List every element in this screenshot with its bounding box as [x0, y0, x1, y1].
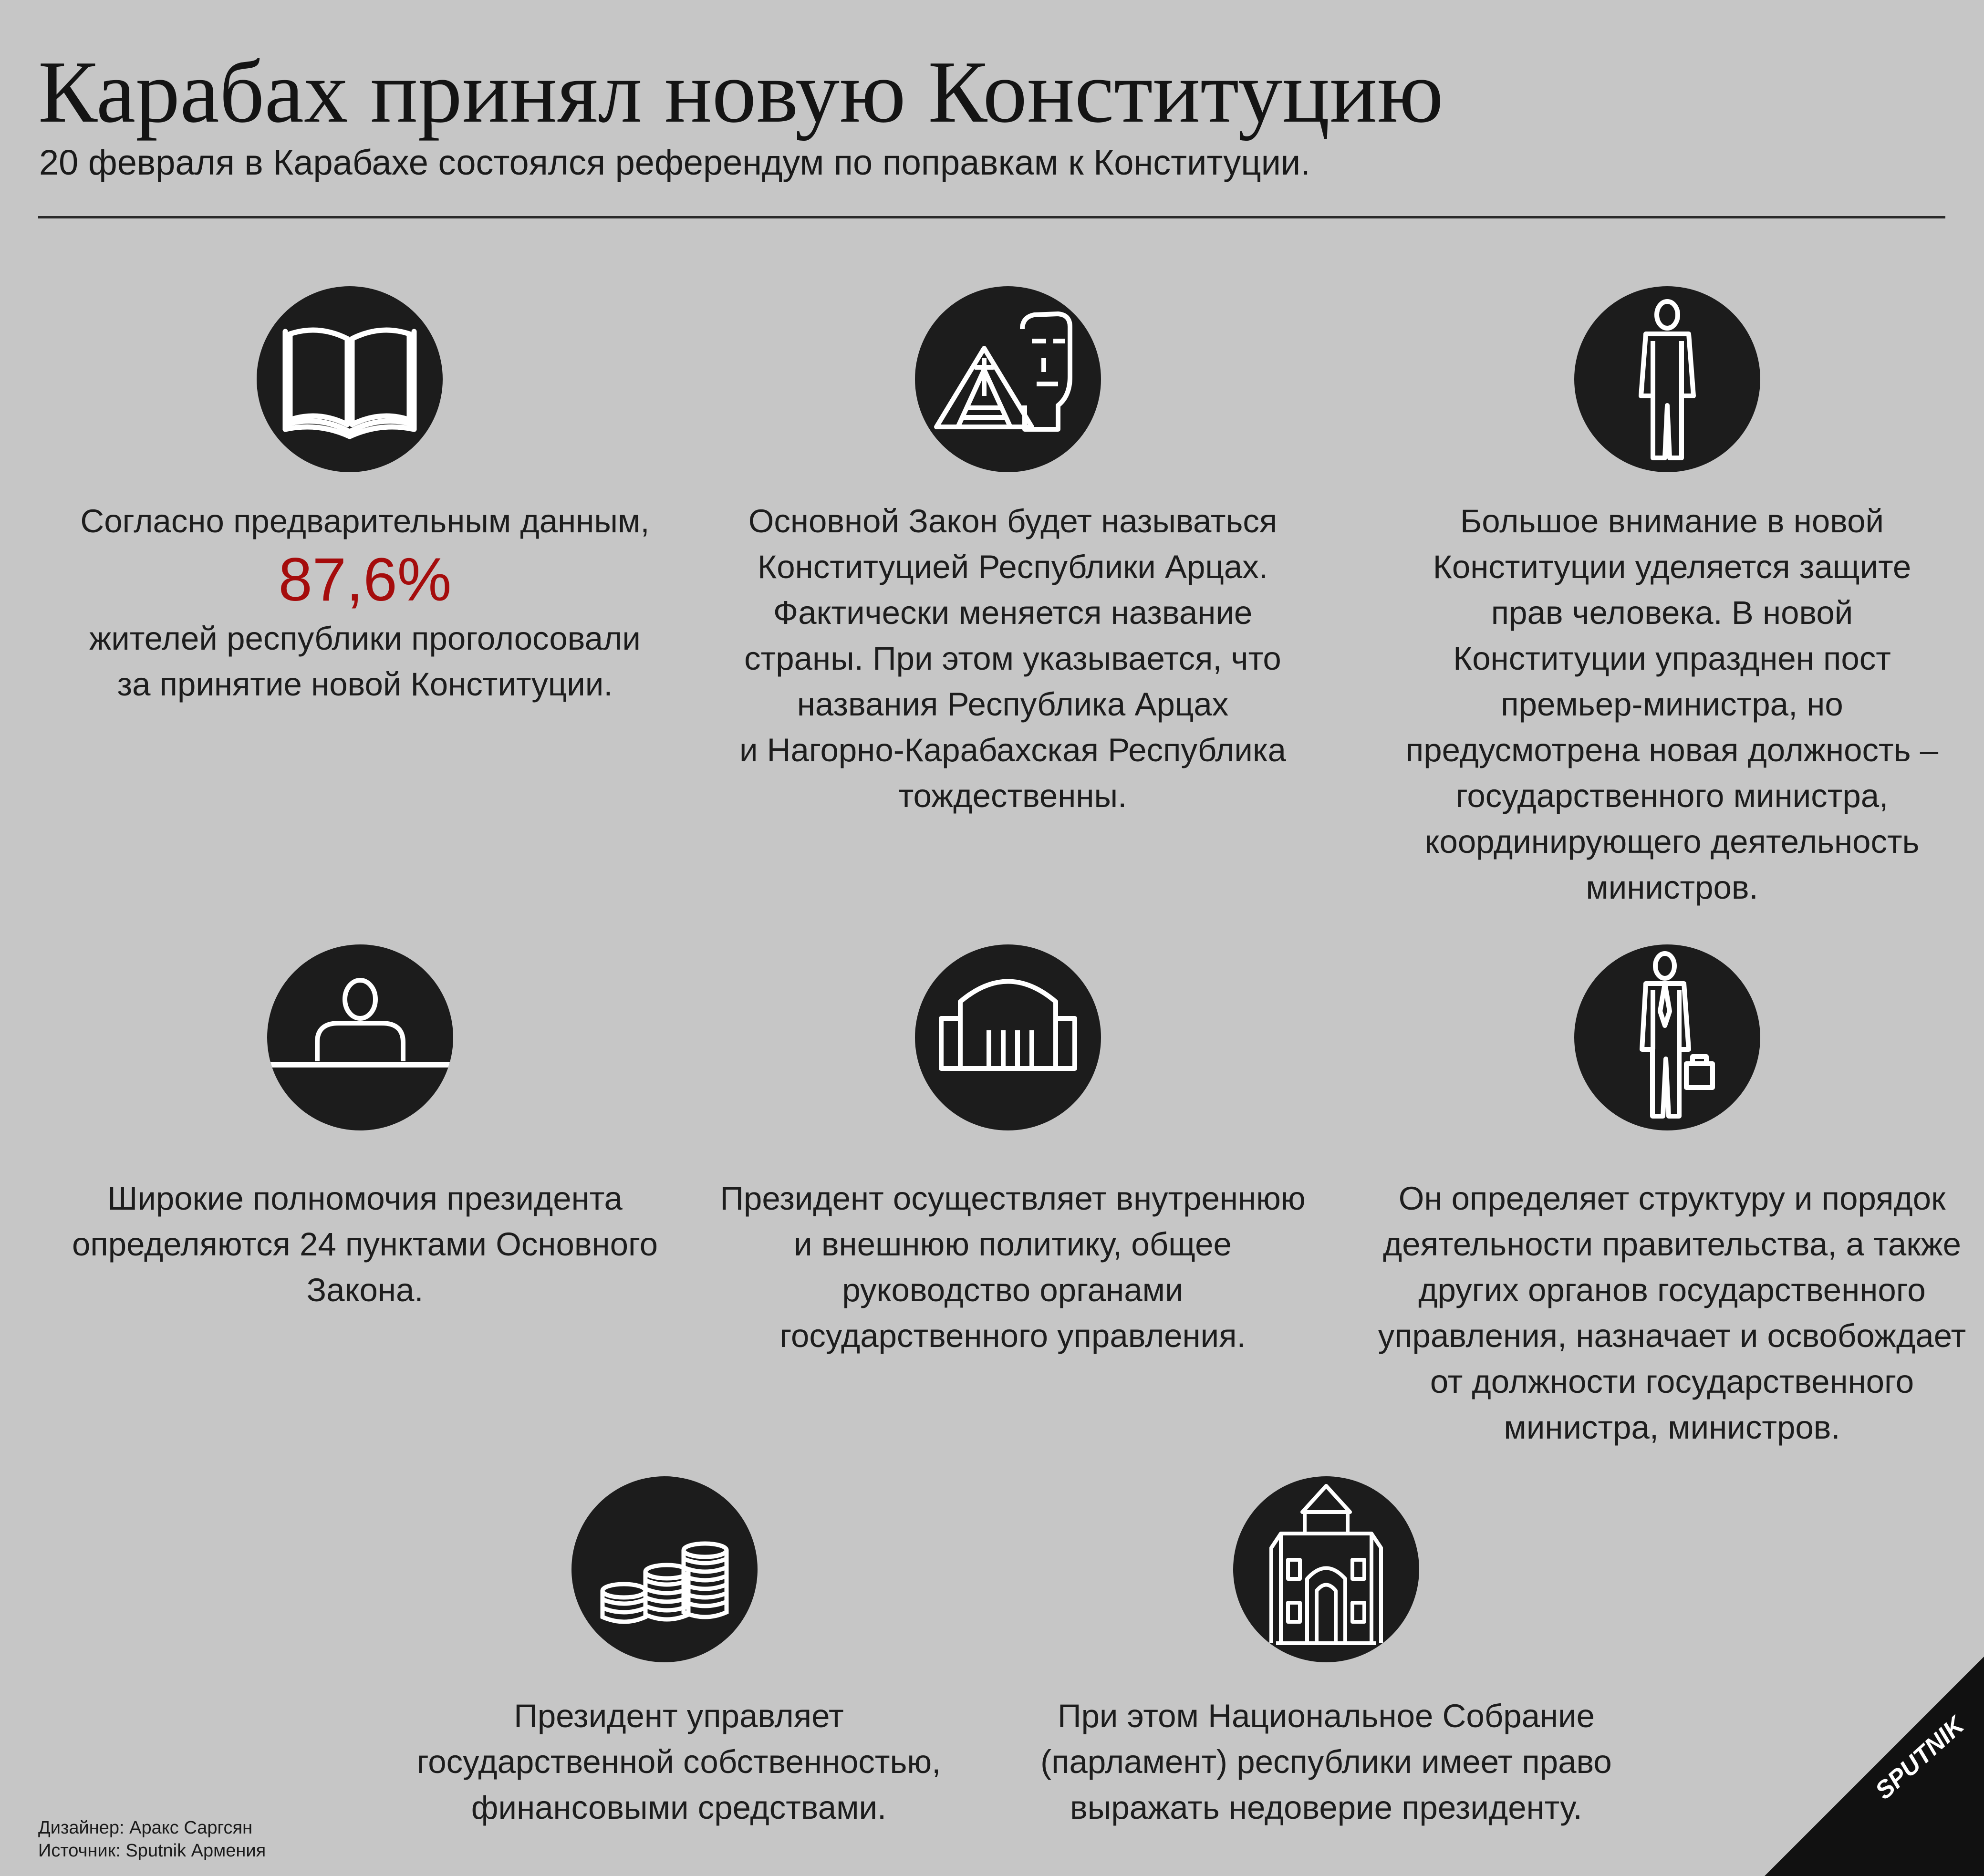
divider — [38, 216, 1945, 218]
item-3-line: министров. — [1586, 869, 1758, 906]
item-6-line: от должности государственного — [1430, 1363, 1914, 1400]
percent-highlight: 87,6% — [278, 546, 452, 614]
item-6-line: управления, назначает и освобождает — [1378, 1317, 1966, 1354]
item-6-line: министра, министров. — [1504, 1409, 1840, 1446]
item-7-line: Президент управляет — [514, 1698, 844, 1734]
person-standing-icon — [1574, 286, 1760, 472]
item-8-line: (парламент) республики имеет право — [1040, 1743, 1612, 1780]
item-3-line: премьер-министра, но — [1501, 686, 1843, 723]
sputnik-logo — [1765, 1657, 1984, 1876]
item-3-line: Конституции упразднен пост — [1453, 640, 1891, 677]
item-2-line: названия Республика Арцах — [797, 686, 1229, 723]
item-3-line: Большое внимание в новой — [1460, 503, 1884, 539]
item-1-line2: жителей республики проголосовали — [89, 620, 641, 657]
item-3-line: прав человека. В новой — [1491, 594, 1853, 631]
item-1-line1: Согласно предварительным данным, — [80, 503, 650, 539]
item-8-line: выражать недоверие президенту. — [1070, 1789, 1582, 1826]
item-5-line: государственного управления. — [779, 1317, 1246, 1354]
item-3-line: предусмотрена новая должность – — [1405, 732, 1939, 768]
item-5-text — [703, 1176, 1323, 1359]
item-4-line: Широкие полномочия президента — [107, 1180, 623, 1217]
item-3-line: Конституции уделяется защите — [1433, 549, 1911, 585]
president-at-desk-icon — [267, 944, 453, 1130]
item-5-line: Президент осуществляет внутреннюю — [720, 1180, 1306, 1217]
item-3-line: координирующего деятельность — [1424, 823, 1920, 860]
item-2-line: Основной Закон будет называться — [748, 503, 1278, 539]
item-8-text — [1016, 1693, 1636, 1831]
artsakh-monument-church-icon — [915, 286, 1101, 472]
item-2-line: страны. При этом указывается, что — [744, 640, 1281, 677]
item-7-line: государственной собственностью, — [416, 1743, 941, 1780]
item-4-line: Закона. — [306, 1272, 424, 1308]
item-2-line: Фактически меняется название — [773, 594, 1253, 631]
designer-credit: Дизайнер: Аракс Саргсян — [38, 1818, 253, 1838]
parliament-building-icon — [1233, 1476, 1419, 1662]
item-4-line: определяются 24 пунктами Основного — [72, 1226, 658, 1263]
open-book-icon — [257, 286, 443, 472]
item-5-line: и внешнюю политику, общее — [794, 1226, 1232, 1263]
item-3-text — [1362, 498, 1982, 911]
item-1-line3: за принятие новой Конституции. — [117, 666, 613, 703]
item-6-text — [1362, 1176, 1982, 1451]
item-2-line: тождественны. — [898, 777, 1127, 814]
source-credit: Источник: Sputnik Армения — [38, 1841, 266, 1861]
item-1-text — [55, 498, 675, 707]
businessman-briefcase-icon — [1574, 944, 1760, 1130]
item-6-line: деятельности правительства, а также — [1382, 1226, 1961, 1263]
item-4-text — [55, 1176, 675, 1313]
item-3-line: государственного министра, — [1455, 777, 1889, 814]
page-subtitle: 20 февраля в Карабахе состоялся референдум по поправкам к Конституции. — [39, 143, 1310, 182]
item-5-line: руководство органами — [842, 1272, 1184, 1308]
item-6-line: Он определяет структуру и порядок — [1398, 1180, 1946, 1217]
coin-stacks-icon — [571, 1476, 758, 1662]
page-title: Карабах принял новую Конституцию — [38, 43, 1444, 141]
item-7-line: финансовыми средствами. — [471, 1789, 887, 1826]
item-6-line: других органов государственного — [1418, 1272, 1926, 1308]
item-2-text — [703, 498, 1323, 819]
item-7-text — [369, 1693, 989, 1831]
government-building-icon — [915, 944, 1101, 1130]
item-2-line: Конституцией Республики Арцах. — [758, 549, 1268, 585]
sputnik-logo-text: SPUTNIK — [1870, 1711, 1970, 1805]
item-8-line: При этом Национальное Собрание — [1057, 1698, 1595, 1734]
item-2-line: и Нагорно-Карабахская Республика — [739, 732, 1287, 768]
